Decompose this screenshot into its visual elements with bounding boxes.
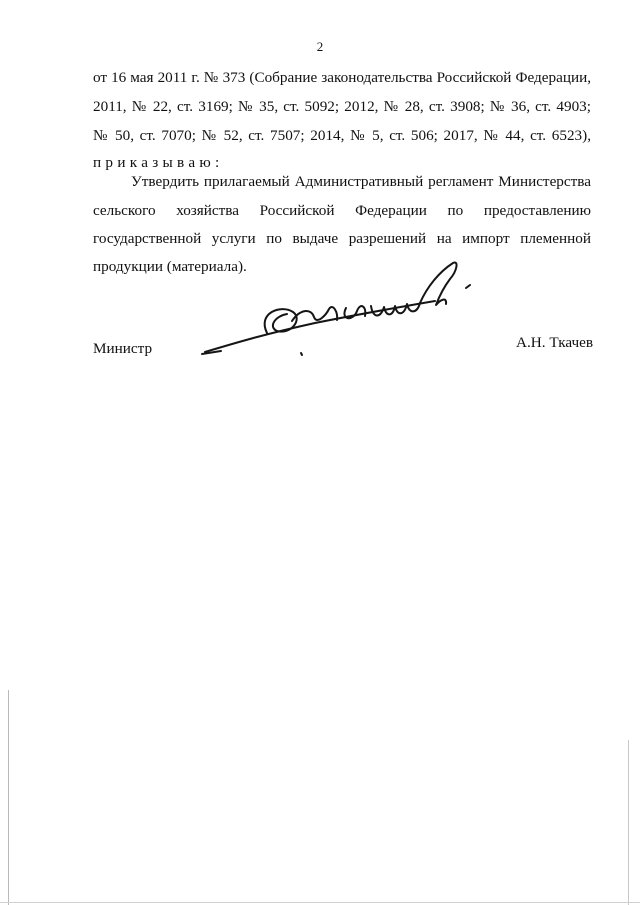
decree-line-1: Утвердить прилагаемый Административный регламент Министерства <box>131 173 591 190</box>
page-number: 2 <box>316 39 324 54</box>
paragraph-line-1: от 16 мая 2011 г. № 373 (Собрание законодательства Российской Федерации, <box>93 69 591 86</box>
minister-name: А.Н. Ткачев <box>516 334 594 351</box>
minister-title: Министр <box>93 340 153 357</box>
decree-line-2: сельского хозяйства Российской Федерации по предоставлению <box>93 202 591 219</box>
order-word: приказываю: <box>93 154 224 171</box>
handwritten-signature <box>195 257 485 372</box>
decree-line-3: государственной услуги по выдаче разрешений на импорт племенной <box>93 230 591 247</box>
paragraph-line-3: № 50, ст. 7070; № 52, ст. 7507; 2014, № 5, ст. 506; 2017, № 44, ст. 6523), <box>93 127 591 144</box>
scan-edge-right <box>628 740 629 905</box>
scan-edge-left <box>8 690 9 905</box>
decree-line-4: продукции (материала). <box>93 258 247 275</box>
scan-edge-bottom <box>0 902 640 903</box>
paragraph-line-2: 2011, № 22, ст. 3169; № 35, ст. 5092; 2012, № 28, ст. 3908; № 36, ст. 4903; <box>93 98 591 115</box>
